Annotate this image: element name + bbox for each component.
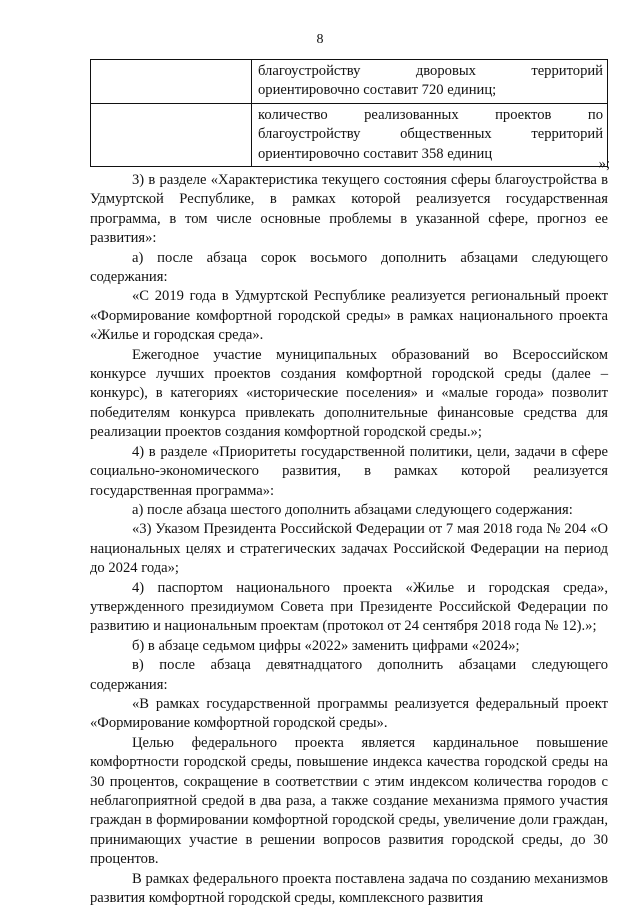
continuation-table	[90, 59, 608, 167]
table-empty-cell	[91, 60, 252, 104]
page-number: 8	[316, 32, 324, 47]
paragraph: Ежегодное участие муниципальных образований во Всероссийском конкурсе лучших проектов создания комфортной городской среды (далее – конкурс), в категориях «исторические поселения» и «малые города» позволит победителям конкурса привлекать дополнительные финансовые средства для реализации проектов создания комфортной городской среды.»;	[90, 346, 608, 441]
paragraph: 4) паспортом национального проекта «Жилье и городская среда», утвержденного президиумом Совета при Президенте Российской Федерации по развитию и национальным проектам (протокол от 24 сентября 2018 года № 12).»;	[90, 579, 608, 635]
paragraph: «С 2019 года в Удмуртской Республике реализуется региональный проект «Формирование комфортной городской среды» в рамках национального проекта «Жилье и городская среда».	[90, 288, 608, 344]
paragraph: 4) в разделе «Приоритеты государственной политики, цели, задачи в сфере социально-экономического развития, в рамках которой реализуется государственная программа»:	[90, 443, 608, 499]
paragraph: 3) в разделе «Характеристика текущего состояния сферы благоустройства в Удмуртской Республике, в рамках которой реализуется государственная программа, в том числе основные проблемы в указанной сфере, прогноз ее развития»:	[90, 172, 608, 247]
paragraph: в) после абзаца девятнадцатого дополнить абзацами следующего содержания:	[90, 657, 608, 693]
paragraph: «В рамках государственной программы реализуется федеральный проект «Формирование комфортной городской среды».	[90, 695, 608, 732]
table-line: благоустройству общественных территорий	[258, 126, 603, 143]
table-text-cell	[252, 103, 608, 166]
body-text	[90, 171, 608, 908]
table-line: ориентировочно составит 358 единиц	[258, 145, 493, 162]
paragraph: «3) Указом Президента Российской Федерации от 7 мая 2018 года № 204 «О национальных целях и стратегических задачах Российской Федерации на период до 2024 года»;	[90, 521, 608, 577]
paragraph: а) после абзаца шестого дополнить абзацами следующего содержания:	[132, 501, 573, 518]
paragraph: а) после абзаца сорок восьмого дополнить абзацами следующего содержания:	[90, 249, 608, 286]
table-line: количество реализованных проектов по	[258, 106, 603, 123]
paragraph: б) в абзаце седьмом цифры «2022» заменить цифрами «2024»;	[132, 637, 520, 654]
table-line: ориентировочно составит 720 единиц;	[258, 82, 497, 99]
paragraph: Целью федерального проекта является кардинальное повышение комфортности городской среды, повышение индекса качества городской среды на 30 процентов, сокращение в соответствии с этим индексом количества городов с неблагоприятной средой в два раза, а также создание механизма прямого участия граждан в формировании комфортной городской среды, увеличение доли граждан, принимающих участие в решении вопросов развития городской среды, до 30 процентов.	[90, 734, 608, 868]
table-text-cell	[252, 60, 608, 104]
table-line: благоустройству дворовых территорий	[258, 63, 603, 79]
table-empty-cell	[91, 103, 252, 166]
closing-quote: »;	[598, 156, 610, 172]
paragraph: В рамках федерального проекта поставлена задача по созданию механизмов развития комфортной городской среды, комплексного развития	[90, 870, 608, 907]
